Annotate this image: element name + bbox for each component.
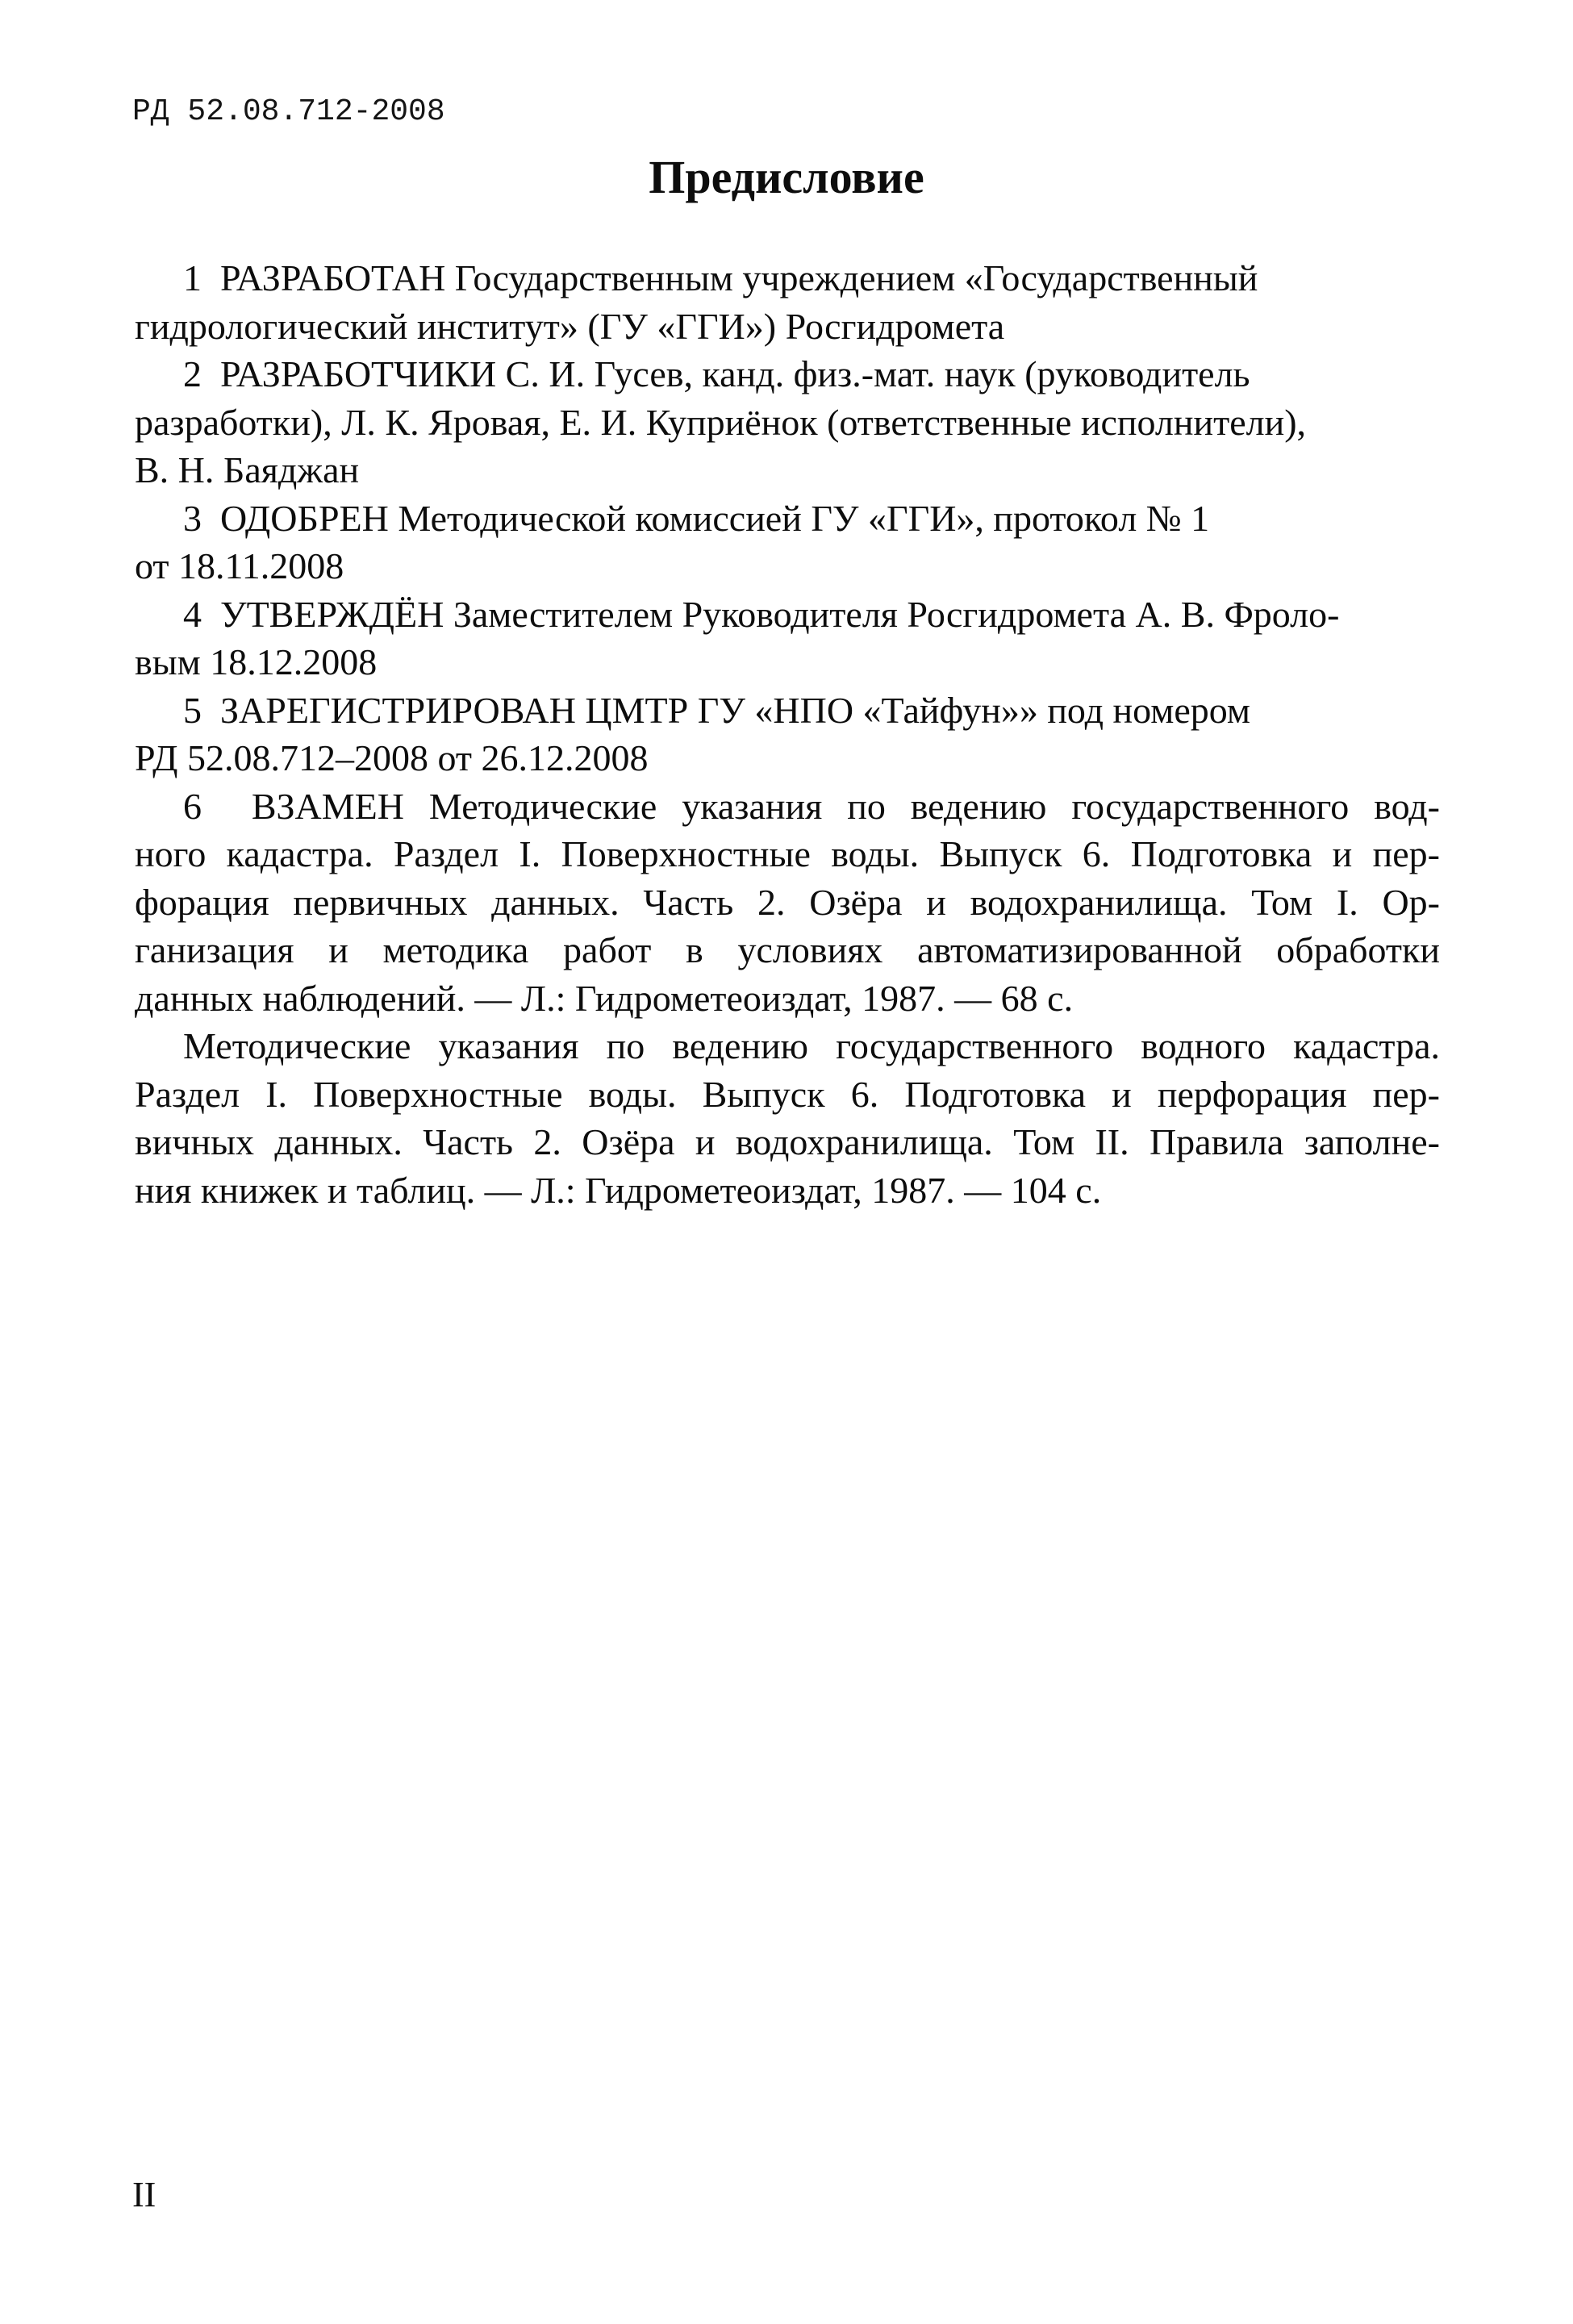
text-line-developers-3: В. Н. Баяджан (135, 449, 360, 490)
page-number: II (132, 2175, 156, 2214)
text-line-reference-4: ния книжек и таблиц. — Л.: Гидрометеоиздат, 1987. — 104 с. (135, 1169, 1102, 1211)
text-line-developed-2: гидрологический институт» (ГУ «ГГИ») Росгидромета (135, 305, 1005, 347)
text-line-confirmed-1: 4 УТВЕРЖДЁН Заместителем Руководителя Росгидромета А. В. Фроло- (183, 593, 1340, 635)
text-line-replaces-2: ного кадастра. Раздел I. Поверхностные воды. Выпуск 6. Подготовка и пер- (135, 833, 1440, 874)
text-line-reference-1: Методические указания по ведению государственного водного кадастра. (183, 1025, 1440, 1066)
document-code-header: РД 52.08.712-2008 (132, 94, 445, 129)
text-line-replaces-1: 6 ВЗАМЕН Методические указания по ведению государственного вод- (183, 785, 1440, 827)
text-line-registered-1: 5 ЗАРЕГИСТРИРОВАН ЦМТР ГУ «НПО «Тайфун»» под номером (183, 689, 1251, 731)
text-line-approved-2: от 18.11.2008 (135, 545, 344, 586)
preface-body (135, 254, 1440, 1214)
text-line-reference-2: Раздел I. Поверхностные воды. Выпуск 6. Подготовка и перфорация пер- (135, 1073, 1440, 1115)
text-line-replaces-4: ганизация и методика работ в условиях автоматизированной обработки (135, 929, 1440, 970)
text-line-developers-1: 2 РАЗРАБОТЧИКИ С. И. Гусев, канд. физ.-мат. наук (руководитель (183, 353, 1250, 394)
text-line-developers-2: разработки), Л. К. Яровая, Е. И. Куприёнок (ответственные исполнители), (135, 401, 1307, 443)
text-line-approved-1: 3 ОДОБРЕН Методической комиссией ГУ «ГГИ», протокол № 1 (183, 497, 1210, 539)
text-line-registered-2: РД 52.08.712–2008 от 26.12.2008 (135, 737, 649, 778)
text-line-replaces-5: данных наблюдений. — Л.: Гидрометеоиздат, 1987. — 68 с. (135, 977, 1074, 1019)
page-title: Предисловие (649, 151, 924, 203)
text-line-replaces-3: форация первичных данных. Часть 2. Озёра и водохранилища. Том I. Ор- (135, 881, 1440, 923)
text-line-reference-3: вичных данных. Часть 2. Озёра и водохранилища. Том II. Правила заполне- (135, 1121, 1440, 1162)
text-line-developed-1: 1 РАЗРАБОТАН Государственным учреждением «Государственный (183, 257, 1258, 298)
text-line-confirmed-2: вым 18.12.2008 (135, 641, 378, 682)
